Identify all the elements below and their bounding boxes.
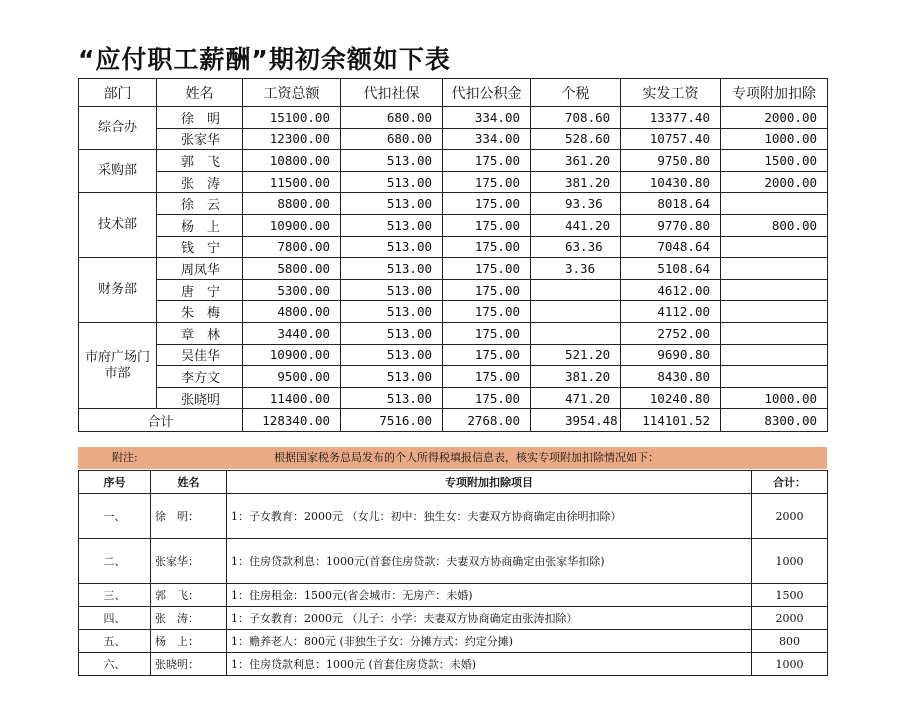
detail-no-cell: 一、 [79, 494, 151, 539]
tax-cell: 708.60 [531, 107, 621, 129]
employee-name-cell: 章 林 [157, 322, 243, 344]
total-net-cell: 114101.52 [621, 409, 721, 432]
detail-no-cell: 四、 [79, 607, 151, 630]
employee-name-cell: 朱 梅 [157, 301, 243, 323]
detail-row [79, 494, 828, 539]
department-cell: 技术部 [79, 193, 157, 258]
employee-name-cell: 郭 飞 [157, 150, 243, 172]
table-row [79, 279, 828, 301]
tax-cell: 471.20 [531, 387, 621, 409]
detail-name-cell: 张家华： [151, 539, 227, 584]
deduction-cell [721, 344, 828, 366]
tax-cell: 521.20 [531, 344, 621, 366]
employee-name-cell: 吴佳华 [157, 344, 243, 366]
employee-name-cell: 张 涛 [157, 171, 243, 193]
total-social-cell: 7516.00 [341, 409, 443, 432]
detail-row [79, 607, 828, 630]
department-cell: 财务部 [79, 258, 157, 323]
detail-item-cell: 1：子女教育：2000元 （女儿：初中：独生女：夫妻双方协商确定由徐明扣除） [227, 494, 752, 539]
employee-name-cell: 张晓明 [157, 387, 243, 409]
tax-cell [531, 279, 621, 301]
detail-header-name: 姓名 [151, 471, 227, 494]
deduction-cell: 1000.00 [721, 128, 828, 150]
employee-name-cell: 钱 宁 [157, 236, 243, 258]
note-label: 附注: [112, 451, 138, 464]
detail-name-cell: 张晓明： [151, 653, 227, 676]
detail-row [79, 653, 828, 676]
total-gross-cell: 128340.00 [243, 409, 341, 432]
col-header-social: 代扣社保 [341, 79, 443, 107]
detail-item-cell: 1：住房贷款利息：1000元(首套住房贷款：夫妻双方协商确定由张家华扣除) [227, 539, 752, 584]
table-row [79, 193, 828, 215]
detail-header-row [79, 471, 828, 494]
tax-cell: 63.36 [531, 236, 621, 258]
gross-cell: 15100.00 [243, 107, 341, 129]
deduction-cell [721, 366, 828, 388]
gross-cell: 8800.00 [243, 193, 341, 215]
fund-cell: 175.00 [443, 301, 531, 323]
fund-cell: 175.00 [443, 171, 531, 193]
detail-row [79, 539, 828, 584]
net-cell: 9770.80 [621, 214, 721, 236]
deduction-cell: 2000.00 [721, 107, 828, 129]
detail-no-cell: 二、 [79, 539, 151, 584]
fund-cell: 175.00 [443, 193, 531, 215]
department-cell: 市府广场门市部 [79, 322, 157, 408]
deduction-cell: 2000.00 [721, 171, 828, 193]
detail-item-cell: 1：住房贷款利息：1000元 (首套住房贷款：未婚) [227, 653, 752, 676]
col-header-net: 实发工资 [621, 79, 721, 107]
net-cell: 10430.80 [621, 171, 721, 193]
net-cell: 8430.80 [621, 366, 721, 388]
detail-total-cell: 1000 [752, 653, 828, 676]
department-cell: 采购部 [79, 150, 157, 193]
detail-row [79, 584, 828, 607]
gross-cell: 7800.00 [243, 236, 341, 258]
table-row [79, 236, 828, 258]
page-title: “应付职工薪酬”期初余额如下表 [78, 45, 451, 74]
net-cell: 4112.00 [621, 301, 721, 323]
gross-cell: 11500.00 [243, 171, 341, 193]
table-row [79, 150, 828, 172]
total-row [79, 409, 828, 432]
net-cell: 2752.00 [621, 322, 721, 344]
detail-name-cell: 张 涛： [151, 607, 227, 630]
deduction-cell [721, 279, 828, 301]
employee-name-cell: 徐 云 [157, 193, 243, 215]
col-header-fund: 代扣公积金 [443, 79, 531, 107]
salary-balance-table [78, 78, 828, 432]
employee-name-cell: 周凤华 [157, 258, 243, 280]
total-label: 合计 [79, 409, 243, 432]
gross-cell: 5300.00 [243, 279, 341, 301]
fund-cell: 175.00 [443, 279, 531, 301]
detail-header-total: 合计： [752, 471, 828, 494]
table-row [79, 301, 828, 323]
social-cell: 513.00 [341, 322, 443, 344]
note-banner [78, 447, 827, 469]
table-row [79, 322, 828, 344]
fund-cell: 175.00 [443, 236, 531, 258]
detail-name-cell: 杨 上： [151, 630, 227, 653]
detail-total-cell: 800 [752, 630, 828, 653]
tax-cell: 441.20 [531, 214, 621, 236]
fund-cell: 175.00 [443, 258, 531, 280]
fund-cell: 175.00 [443, 214, 531, 236]
gross-cell: 5800.00 [243, 258, 341, 280]
detail-item-cell: 1：子女教育：2000元 （儿子：小学：夫妻双方协商确定由张涛扣除） [227, 607, 752, 630]
fund-cell: 175.00 [443, 322, 531, 344]
table-row [79, 366, 828, 388]
table-row [79, 258, 828, 280]
gross-cell: 3440.00 [243, 322, 341, 344]
department-cell: 综合办 [79, 107, 157, 150]
fund-cell: 175.00 [443, 344, 531, 366]
salary-body [79, 107, 828, 432]
net-cell: 9750.80 [621, 150, 721, 172]
fund-cell: 334.00 [443, 128, 531, 150]
gross-cell: 12300.00 [243, 128, 341, 150]
tax-cell: 361.20 [531, 150, 621, 172]
detail-no-cell: 三、 [79, 584, 151, 607]
fund-cell: 175.00 [443, 366, 531, 388]
deduction-cell [721, 322, 828, 344]
tax-cell: 528.60 [531, 128, 621, 150]
net-cell: 7048.64 [621, 236, 721, 258]
detail-item-cell: 1：赡养老人：800元 (非独生子女：分摊方式：约定分摊) [227, 630, 752, 653]
net-cell: 8018.64 [621, 193, 721, 215]
detail-row [79, 630, 828, 653]
total-tax-cell: 3954.48 [531, 409, 621, 432]
deduction-cell: 1000.00 [721, 387, 828, 409]
detail-total-cell: 1000 [752, 539, 828, 584]
tax-cell [531, 301, 621, 323]
deduction-cell [721, 258, 828, 280]
table-row [79, 214, 828, 236]
social-cell: 513.00 [341, 279, 443, 301]
detail-total-cell: 1500 [752, 584, 828, 607]
col-header-name: 姓名 [157, 79, 243, 107]
deduction-cell [721, 301, 828, 323]
deduction-detail-table [78, 470, 828, 676]
total-fund-cell: 2768.00 [443, 409, 531, 432]
detail-header-no: 序号 [79, 471, 151, 494]
detail-name-cell: 徐 明： [151, 494, 227, 539]
deduction-cell [721, 236, 828, 258]
net-cell: 10757.40 [621, 128, 721, 150]
employee-name-cell: 唐 宁 [157, 279, 243, 301]
col-header-tax: 个税 [531, 79, 621, 107]
net-cell: 9690.80 [621, 344, 721, 366]
tax-cell [531, 322, 621, 344]
net-cell: 10240.80 [621, 387, 721, 409]
gross-cell: 11400.00 [243, 387, 341, 409]
social-cell: 513.00 [341, 366, 443, 388]
employee-name-cell: 徐 明 [157, 107, 243, 129]
gross-cell: 10900.00 [243, 214, 341, 236]
net-cell: 13377.40 [621, 107, 721, 129]
gross-cell: 4800.00 [243, 301, 341, 323]
salary-header-row [79, 79, 828, 107]
detail-total-cell: 2000 [752, 607, 828, 630]
social-cell: 513.00 [341, 387, 443, 409]
social-cell: 513.00 [341, 150, 443, 172]
note-text: 根据国家税务总局发布的个人所得税填报信息表，核实专项附加扣除情况如下： [274, 451, 659, 464]
table-row [79, 344, 828, 366]
social-cell: 680.00 [341, 107, 443, 129]
detail-header-item: 专项附加扣除项目 [227, 471, 752, 494]
gross-cell: 10800.00 [243, 150, 341, 172]
table-row [79, 171, 828, 193]
net-cell: 5108.64 [621, 258, 721, 280]
detail-item-cell: 1：住房租金：1500元(省会城市：无房产：未婚) [227, 584, 752, 607]
detail-no-cell: 六、 [79, 653, 151, 676]
social-cell: 513.00 [341, 236, 443, 258]
col-header-department: 部门 [79, 79, 157, 107]
table-row [79, 107, 828, 129]
deduction-cell: 1500.00 [721, 150, 828, 172]
social-cell: 513.00 [341, 214, 443, 236]
social-cell: 513.00 [341, 171, 443, 193]
fund-cell: 175.00 [443, 387, 531, 409]
detail-name-cell: 郭 飞： [151, 584, 227, 607]
table-row [79, 387, 828, 409]
total-deduction-cell: 8300.00 [721, 409, 828, 432]
tax-cell: 381.20 [531, 366, 621, 388]
tax-cell: 3.36 [531, 258, 621, 280]
social-cell: 680.00 [341, 128, 443, 150]
gross-cell: 9500.00 [243, 366, 341, 388]
employee-name-cell: 杨 上 [157, 214, 243, 236]
col-header-deduction: 专项附加扣除 [721, 79, 828, 107]
tax-cell: 93.36 [531, 193, 621, 215]
detail-body [79, 494, 828, 676]
gross-cell: 10900.00 [243, 344, 341, 366]
tax-cell: 381.20 [531, 171, 621, 193]
deduction-cell [721, 193, 828, 215]
employee-name-cell: 张家华 [157, 128, 243, 150]
col-header-gross: 工资总额 [243, 79, 341, 107]
deduction-cell: 800.00 [721, 214, 828, 236]
detail-total-cell: 2000 [752, 494, 828, 539]
net-cell: 4612.00 [621, 279, 721, 301]
fund-cell: 175.00 [443, 150, 531, 172]
detail-no-cell: 五、 [79, 630, 151, 653]
social-cell: 513.00 [341, 258, 443, 280]
table-row [79, 128, 828, 150]
social-cell: 513.00 [341, 301, 443, 323]
employee-name-cell: 李方文 [157, 366, 243, 388]
social-cell: 513.00 [341, 193, 443, 215]
fund-cell: 334.00 [443, 107, 531, 129]
social-cell: 513.00 [341, 344, 443, 366]
